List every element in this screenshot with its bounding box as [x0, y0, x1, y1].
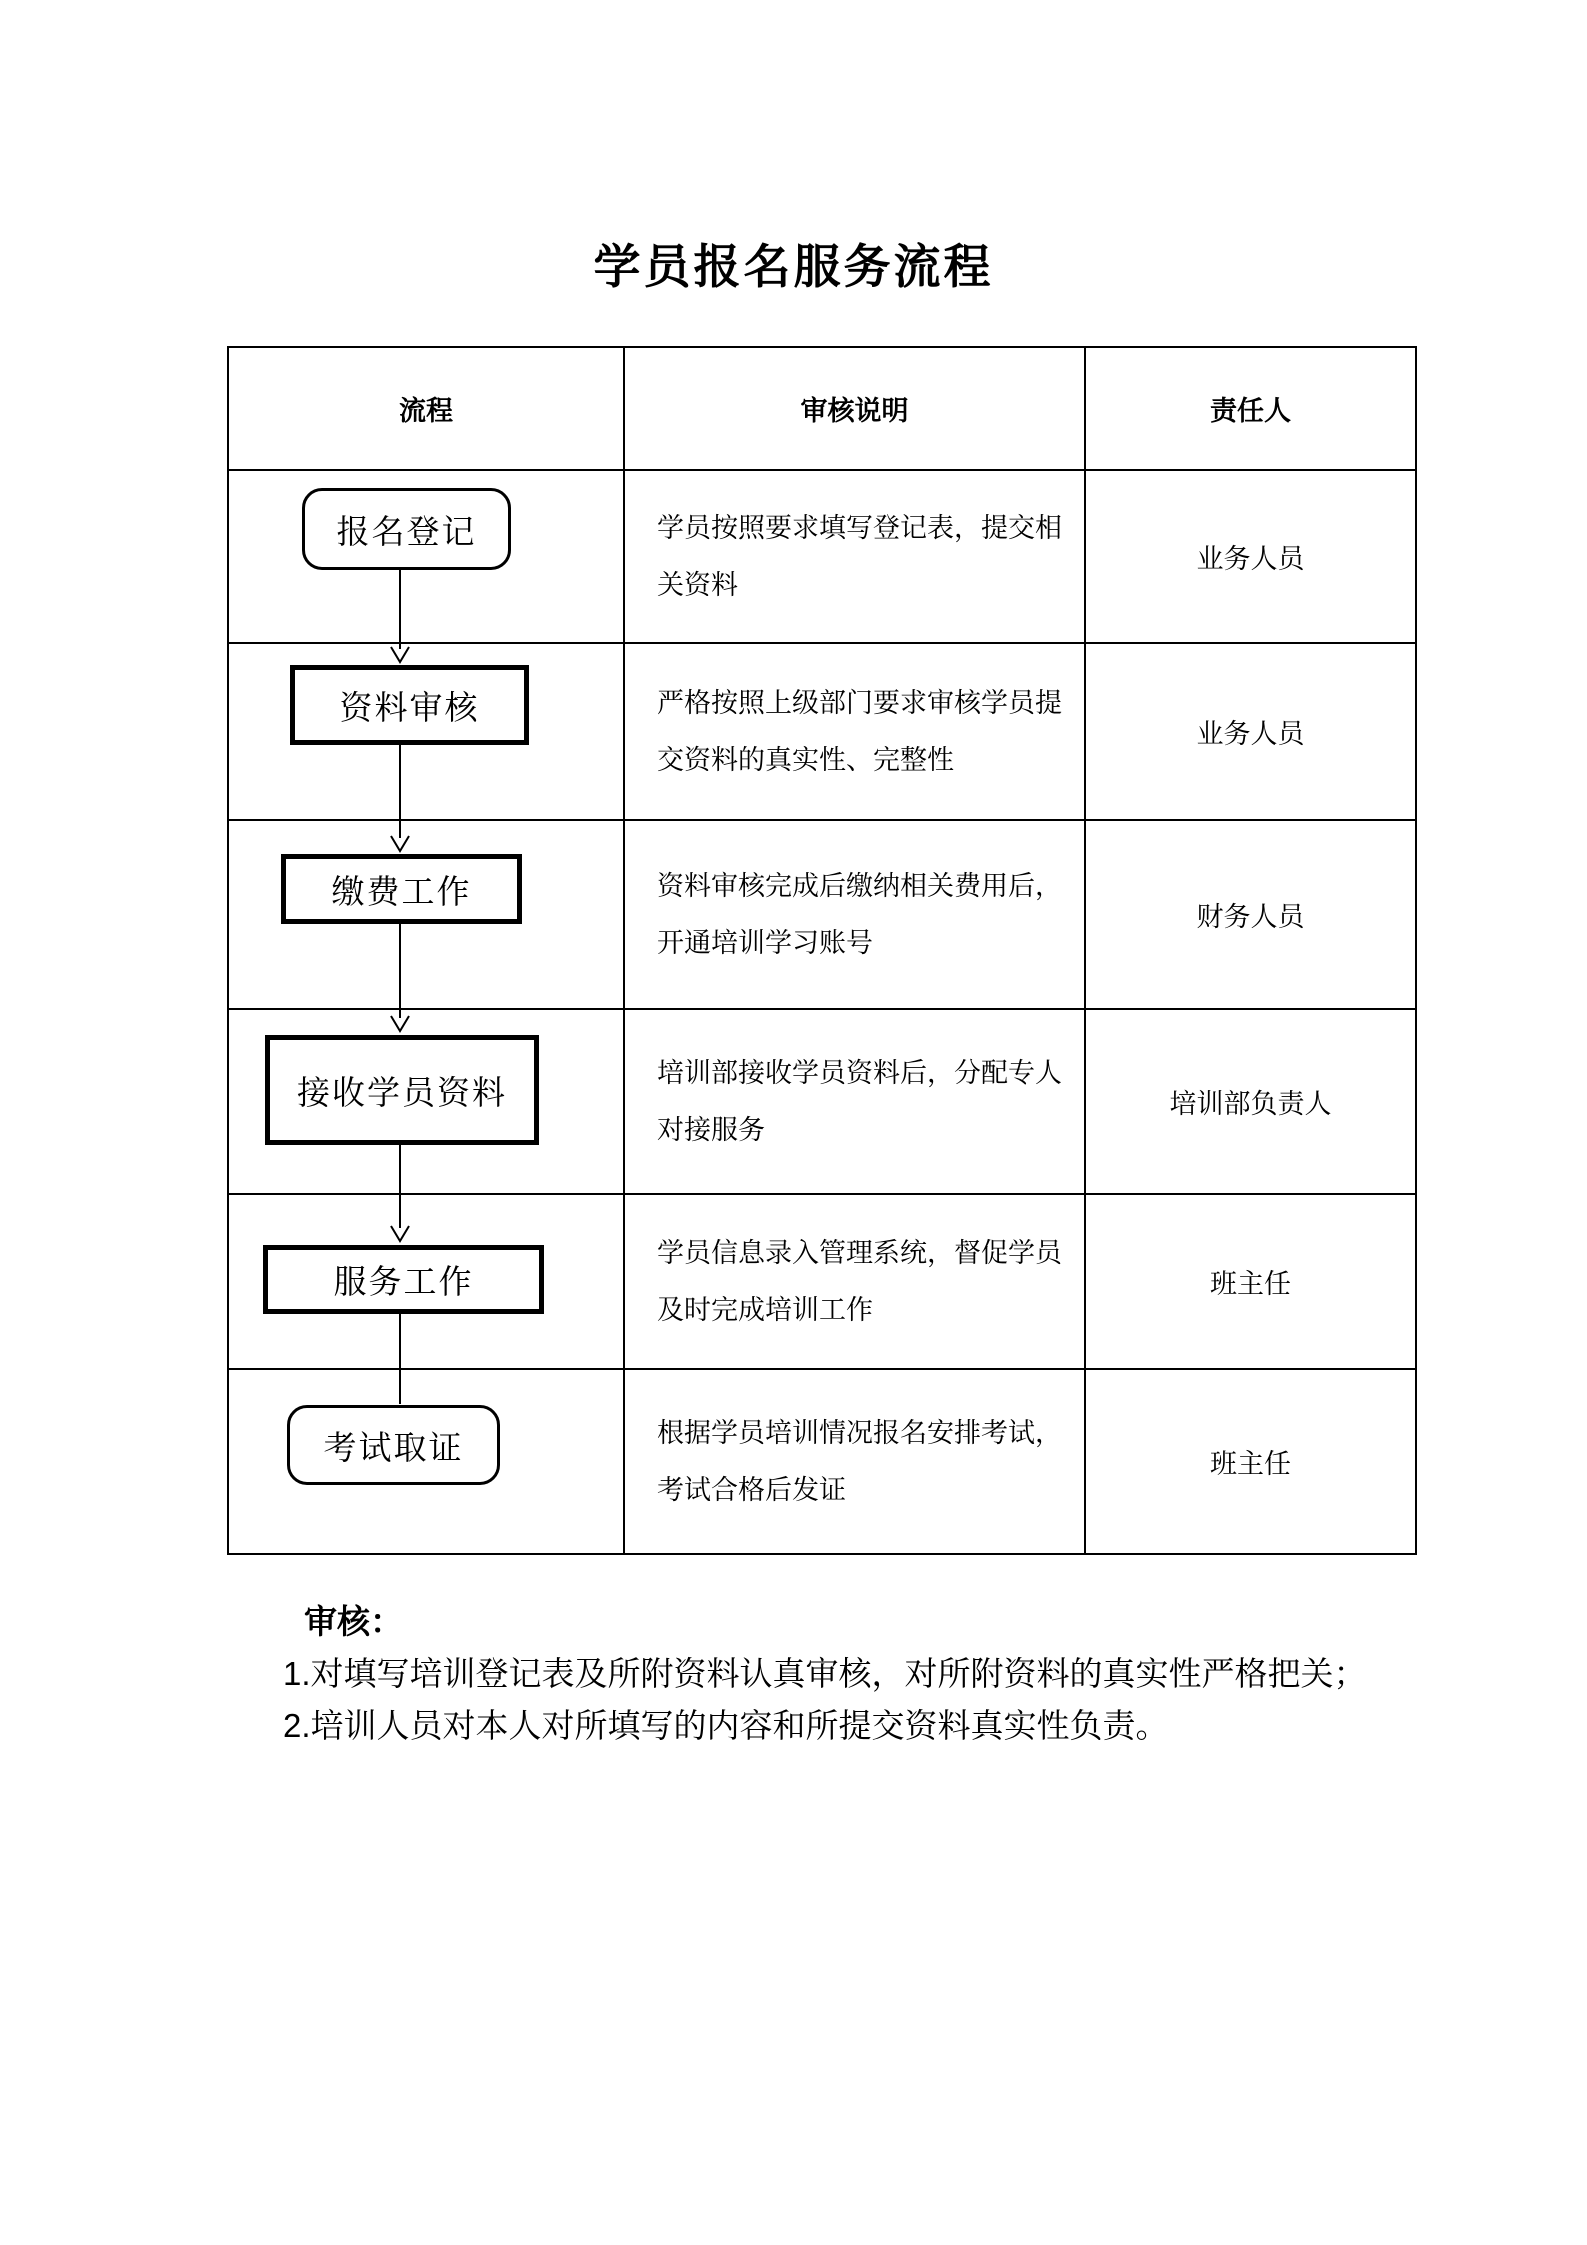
- owner-cell-exam-certification: 班主任: [1086, 1370, 1417, 1555]
- note-item-2: 2.培训人员对本人对所填写的内容和所提交资料真实性负责。: [283, 1707, 1169, 1744]
- owner-cell-registration: 业务人员: [1086, 471, 1417, 644]
- flow-box-registration: 报名登记: [302, 488, 511, 570]
- header-cell-review-description: 审核说明: [625, 348, 1086, 471]
- step-cell-registration: [229, 471, 625, 644]
- notes-section: [283, 1596, 1443, 1752]
- desc-cell-exam-certification: 根据学员培训情况报名安排考试，考试合格后发证: [625, 1370, 1086, 1555]
- owner-cell-material-review: 业务人员: [1086, 644, 1417, 821]
- process-table: [227, 346, 1417, 1555]
- step-cell-material-review: [229, 644, 625, 821]
- flow-box-material-review: 资料审核: [290, 665, 529, 745]
- desc-cell-material-review: 严格按照上级部门要求审核学员提交资料的真实性、完整性: [625, 644, 1086, 821]
- notes-heading: 审核：: [304, 1603, 403, 1640]
- flow-box-receive-materials: 接收学员资料: [265, 1035, 539, 1145]
- note-item-1: 1.对填写培训登记表及所附资料认真审核，对所附资料的真实性严格把关；: [283, 1655, 1367, 1692]
- owner-cell-service: 班主任: [1086, 1195, 1417, 1370]
- step-cell-exam-certification: [229, 1370, 625, 1555]
- desc-cell-registration: 学员按照要求填写登记表，提交相关资料: [625, 471, 1086, 644]
- owner-cell-payment: 财务人员: [1086, 821, 1417, 1010]
- header-cell-responsible-person: 责任人: [1086, 348, 1417, 471]
- desc-cell-service: 学员信息录入管理系统，督促学员及时完成培训工作: [625, 1195, 1086, 1370]
- desc-cell-payment: 资料审核完成后缴纳相关费用后，开通培训学习账号: [625, 821, 1086, 1010]
- desc-cell-receive-materials: 培训部接收学员资料后，分配专人对接服务: [625, 1010, 1086, 1195]
- page-title: 学员报名服务流程: [593, 240, 994, 293]
- flow-box-payment: 缴费工作: [281, 854, 522, 924]
- step-cell-payment: [229, 821, 625, 1010]
- header-cell-process: 流程: [229, 348, 625, 471]
- step-cell-service: [229, 1195, 625, 1370]
- flow-box-exam-certification: 考试取证: [287, 1405, 500, 1485]
- step-cell-receive-materials: [229, 1010, 625, 1195]
- flow-box-service: 服务工作: [263, 1245, 544, 1314]
- owner-cell-receive-materials: 培训部负责人: [1086, 1010, 1417, 1195]
